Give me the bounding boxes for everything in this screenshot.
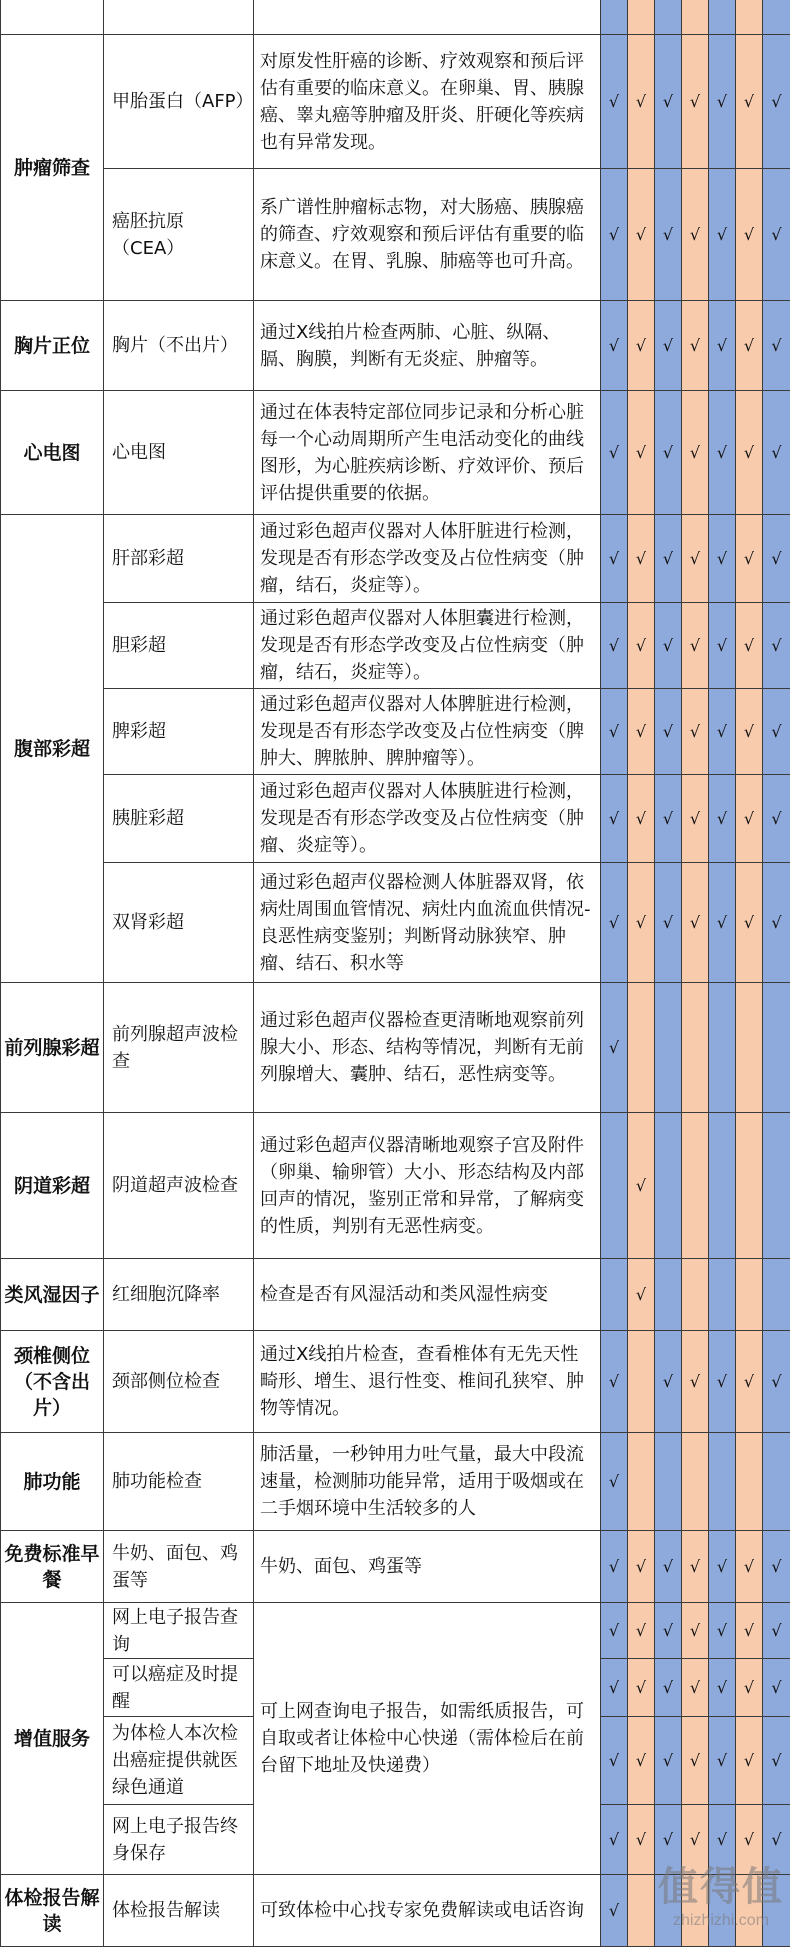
package-check-cell: √ [763,391,790,515]
description-cell: 通过彩色超声仪器清晰地观察子宫及附件（卵巢、输卵管）大小、形态结构及内部回声的情况，鉴别正常和异常，了解病变的性质，判别有无恶性病变。 [254,1113,601,1259]
package-check-cell: √ [601,1531,628,1603]
package-check-cell: √ [763,775,790,863]
package-check-cell [655,983,682,1113]
item-cell: 胸片（不出片） [104,301,254,391]
table-row [1,863,790,983]
description-cell [254,0,601,35]
table-body [1,0,790,1947]
description-cell: 可致体检中心找专家免费解读或电话咨询 [254,1875,601,1947]
package-check-cell [736,1259,763,1331]
package-check-cell [736,0,763,35]
package-check-cell: √ [736,1531,763,1603]
package-check-cell: √ [601,1659,628,1717]
category-cell: 颈椎侧位（不含出片） [1,1331,104,1433]
package-check-cell: √ [763,1805,790,1875]
package-check-cell: √ [736,775,763,863]
table-row [1,983,790,1113]
package-check-cell: √ [682,863,709,983]
package-check-cell: √ [709,1717,736,1805]
item-cell: 肺功能检查 [104,1433,254,1531]
table-row [1,0,790,35]
package-check-cell: √ [682,35,709,169]
package-check-cell: √ [763,603,790,689]
item-cell: 胰脏彩超 [104,775,254,863]
package-check-cell: √ [655,391,682,515]
package-check-cell: √ [628,391,655,515]
item-cell: 双肾彩超 [104,863,254,983]
package-check-cell: √ [628,689,655,775]
package-check-cell: √ [736,1603,763,1659]
description-cell: 肺活量，一秒钟用力吐气量，最大中段流速量，检测肺功能异常，适用于吸烟或在二手烟环境中生活较多的人 [254,1433,601,1531]
package-check-cell [655,1433,682,1531]
package-check-cell [709,0,736,35]
package-check-cell [655,1113,682,1259]
package-check-cell: √ [682,515,709,603]
description-cell: 可上网查询电子报告，如需纸质报告，可自取或者让体检中心快递（需体检后在前台留下地址及快递费） [254,1603,601,1875]
package-check-cell: √ [655,169,682,301]
table-row [1,1603,790,1659]
package-check-cell: √ [682,603,709,689]
package-check-cell [763,1259,790,1331]
package-check-cell: √ [628,775,655,863]
category-cell: 类风湿因子 [1,1259,104,1331]
item-cell: 牛奶、面包、鸡蛋等 [104,1531,254,1603]
package-check-cell: √ [709,515,736,603]
package-check-cell: √ [736,301,763,391]
description-cell: 通过X线拍片检查，查看椎体有无先天性畸形、增生、退行性变、椎间孔狭窄、肿物等情况。 [254,1331,601,1433]
package-check-cell [601,1259,628,1331]
package-check-cell: √ [709,1659,736,1717]
package-check-cell: √ [655,1331,682,1433]
package-check-cell [655,1259,682,1331]
table-row [1,35,790,169]
package-check-cell: √ [682,1659,709,1717]
package-check-cell: √ [628,301,655,391]
description-cell: 通过彩色超声仪器对人体脾脏进行检测，发现是否有形态学改变及占位性病变（脾肿大、脾脓肿、脾肿瘤等）。 [254,689,601,775]
table-row [1,1259,790,1331]
package-check-cell: √ [601,983,628,1113]
package-check-cell [682,983,709,1113]
package-check-cell: √ [628,1805,655,1875]
package-check-cell: √ [601,603,628,689]
package-check-cell: √ [601,391,628,515]
category-cell: 阴道彩超 [1,1113,104,1259]
watermark-logo: 值得值 [658,1855,784,1912]
package-check-cell: √ [601,1805,628,1875]
package-check-cell: √ [736,391,763,515]
package-check-cell: √ [763,515,790,603]
package-check-cell: √ [601,1717,628,1805]
package-check-cell: √ [682,391,709,515]
item-cell: 前列腺超声波检查 [104,983,254,1113]
package-check-cell [709,1259,736,1331]
package-check-cell [763,1433,790,1531]
package-check-cell: √ [601,169,628,301]
package-check-cell: √ [601,775,628,863]
package-check-cell [655,0,682,35]
package-check-cell: √ [655,515,682,603]
package-check-cell: √ [763,689,790,775]
package-check-cell: √ [628,1259,655,1331]
package-check-cell: √ [763,863,790,983]
package-check-cell: √ [601,863,628,983]
table-row [1,1531,790,1603]
package-check-cell: √ [763,1659,790,1717]
package-check-cell: √ [601,1433,628,1531]
package-check-cell: √ [736,603,763,689]
item-cell: 阴道超声波检查 [104,1113,254,1259]
package-check-cell: √ [709,35,736,169]
package-check-cell: √ [763,1531,790,1603]
package-check-cell [709,983,736,1113]
package-check-cell: √ [763,1717,790,1805]
package-check-cell: √ [655,863,682,983]
package-check-cell: √ [628,603,655,689]
category-cell: 免费标准早餐 [1,1531,104,1603]
package-check-cell: √ [736,515,763,603]
package-check-cell: √ [655,35,682,169]
package-check-cell: √ [763,169,790,301]
package-check-cell [709,1113,736,1259]
package-check-cell: √ [601,35,628,169]
table-row [1,391,790,515]
description-cell: 对原发性肝癌的诊断、疗效观察和预后评估有重要的临床意义。在卵巢、胃、胰腺癌、睾丸癌等肿瘤及肝炎、肝硬化等疾病也有异常发现。 [254,35,601,169]
description-cell: 通过X线拍片检查两肺、心脏、纵隔、膈、胸膜，判断有无炎症、肿瘤等。 [254,301,601,391]
description-cell: 检查是否有风湿活动和类风湿性病变 [254,1259,601,1331]
table-row [1,1113,790,1259]
package-check-cell [601,0,628,35]
package-check-cell: √ [709,603,736,689]
package-check-cell: √ [601,301,628,391]
package-check-cell [709,1433,736,1531]
package-check-cell: √ [709,391,736,515]
package-check-cell [682,0,709,35]
package-check-cell: √ [736,863,763,983]
package-check-cell [628,983,655,1113]
package-check-cell: √ [628,1113,655,1259]
description-cell: 通过彩色超声仪器检查更清晰地观察前列腺大小、形态、结构等情况，判断有无前列腺增大、囊肿、结石，恶性病变等。 [254,983,601,1113]
package-check-cell: √ [736,1717,763,1805]
table-row [1,775,790,863]
package-check-cell: √ [628,35,655,169]
package-check-cell: √ [682,775,709,863]
category-cell: 肺功能 [1,1433,104,1531]
table-row [1,515,790,603]
item-cell: 可以癌症及时提醒 [104,1659,254,1717]
package-check-cell: √ [655,689,682,775]
package-check-cell: √ [682,1331,709,1433]
package-check-cell: √ [709,1531,736,1603]
table-row [1,169,790,301]
table-row [1,1331,790,1433]
package-check-cell: √ [682,1531,709,1603]
package-check-cell: √ [709,863,736,983]
package-check-cell: √ [655,603,682,689]
package-check-cell: √ [628,169,655,301]
package-check-cell [736,1433,763,1531]
package-check-cell: √ [655,1531,682,1603]
item-cell: 网上电子报告查询 [104,1603,254,1659]
package-check-cell [601,1113,628,1259]
item-cell: 红细胞沉降率 [104,1259,254,1331]
package-check-cell [736,983,763,1113]
package-check-cell: √ [601,689,628,775]
item-cell: 癌胚抗原（CEA） [104,169,254,301]
package-check-cell: √ [628,1603,655,1659]
category-cell: 体检报告解读 [1,1875,104,1947]
item-cell: 网上电子报告终身保存 [104,1805,254,1875]
package-check-cell: √ [682,1603,709,1659]
category-cell: 前列腺彩超 [1,983,104,1113]
package-check-cell: √ [763,35,790,169]
item-cell: 心电图 [104,391,254,515]
description-cell: 通过在体表特定部位同步记录和分析心脏每一个心动周期所产生电活动变化的曲线图形，为心脏疾病诊断、疗效评价、预后评估提供重要的依据。 [254,391,601,515]
package-check-cell [763,1113,790,1259]
category-cell: 肿瘤筛查 [1,35,104,301]
package-check-cell: √ [655,1717,682,1805]
package-check-cell: √ [763,1603,790,1659]
package-check-cell: √ [682,169,709,301]
package-check-cell [628,1433,655,1531]
package-check-cell: √ [601,1331,628,1433]
package-check-cell: √ [682,689,709,775]
package-check-cell: √ [682,301,709,391]
table-row [1,301,790,391]
package-check-cell: √ [709,775,736,863]
package-check-cell: √ [682,1805,709,1875]
watermark-url: zhizhizhi.com [658,1912,784,1930]
item-cell [104,0,254,35]
package-check-cell [763,0,790,35]
package-check-cell: √ [601,515,628,603]
package-check-cell: √ [709,689,736,775]
package-check-cell: √ [763,301,790,391]
package-check-cell [628,0,655,35]
category-cell: 增值服务 [1,1603,104,1875]
description-cell: 牛奶、面包、鸡蛋等 [254,1531,601,1603]
package-check-cell: √ [736,689,763,775]
package-check-cell [682,1433,709,1531]
package-check-cell: √ [655,1603,682,1659]
package-check-cell: √ [655,775,682,863]
item-cell: 颈部侧位检查 [104,1331,254,1433]
package-check-cell: √ [628,1531,655,1603]
package-check-cell: √ [709,1603,736,1659]
description-cell: 通过彩色超声仪器检测人体脏器双肾，依病灶周围血管情况、病灶内血流血供情况-良恶性病变鉴别；判断肾动脉狭窄、肿瘤、结石、积水等 [254,863,601,983]
package-check-cell: √ [763,1331,790,1433]
package-check-cell: √ [601,1875,628,1947]
package-check-cell: √ [655,1805,682,1875]
package-check-cell: √ [628,1717,655,1805]
item-cell: 肝部彩超 [104,515,254,603]
package-check-cell [763,983,790,1113]
package-check-cell [682,1259,709,1331]
package-check-cell: √ [736,1659,763,1717]
package-check-cell [736,1113,763,1259]
category-cell: 腹部彩超 [1,515,104,983]
description-cell: 通过彩色超声仪器对人体胆囊进行检测，发现是否有形态学改变及占位性病变（肿瘤，结石，炎症等）。 [254,603,601,689]
description-cell: 通过彩色超声仪器对人体胰脏进行检测，发现是否有形态学改变及占位性病变（肿瘤、炎症等）。 [254,775,601,863]
category-cell: 胸片正位 [1,301,104,391]
table-row [1,689,790,775]
item-cell: 胆彩超 [104,603,254,689]
item-cell: 脾彩超 [104,689,254,775]
package-check-cell: √ [628,515,655,603]
table-row [1,1433,790,1531]
item-cell: 甲胎蛋白（AFP） [104,35,254,169]
package-check-cell: √ [736,1331,763,1433]
description-cell: 系广谱性肿瘤标志物，对大肠癌、胰腺癌的筛查、疗效观察和预后评估有重要的临床意义。在胃、乳腺、肺癌等也可升高。 [254,169,601,301]
category-cell: 心电图 [1,391,104,515]
package-check-cell: √ [682,1717,709,1805]
package-check-cell: √ [709,301,736,391]
package-check-cell: √ [709,1331,736,1433]
package-check-cell [682,1113,709,1259]
package-check-cell: √ [709,169,736,301]
description-cell: 通过彩色超声仪器对人体肝脏进行检测，发现是否有形态学改变及占位性病变（肿瘤，结石，炎症等）。 [254,515,601,603]
item-cell: 体检报告解读 [104,1875,254,1947]
package-check-cell [628,1331,655,1433]
package-check-cell: √ [628,1659,655,1717]
package-check-cell: √ [655,1659,682,1717]
package-check-cell: √ [736,1805,763,1875]
item-cell: 为体检人本次检出癌症提供就医绿色通道 [104,1717,254,1805]
package-check-cell: √ [709,1805,736,1875]
package-check-cell: √ [601,1603,628,1659]
table-row [1,603,790,689]
package-check-cell: √ [736,35,763,169]
package-check-cell: √ [655,301,682,391]
package-check-cell: √ [736,169,763,301]
category-cell [1,0,104,35]
package-check-cell: √ [628,863,655,983]
